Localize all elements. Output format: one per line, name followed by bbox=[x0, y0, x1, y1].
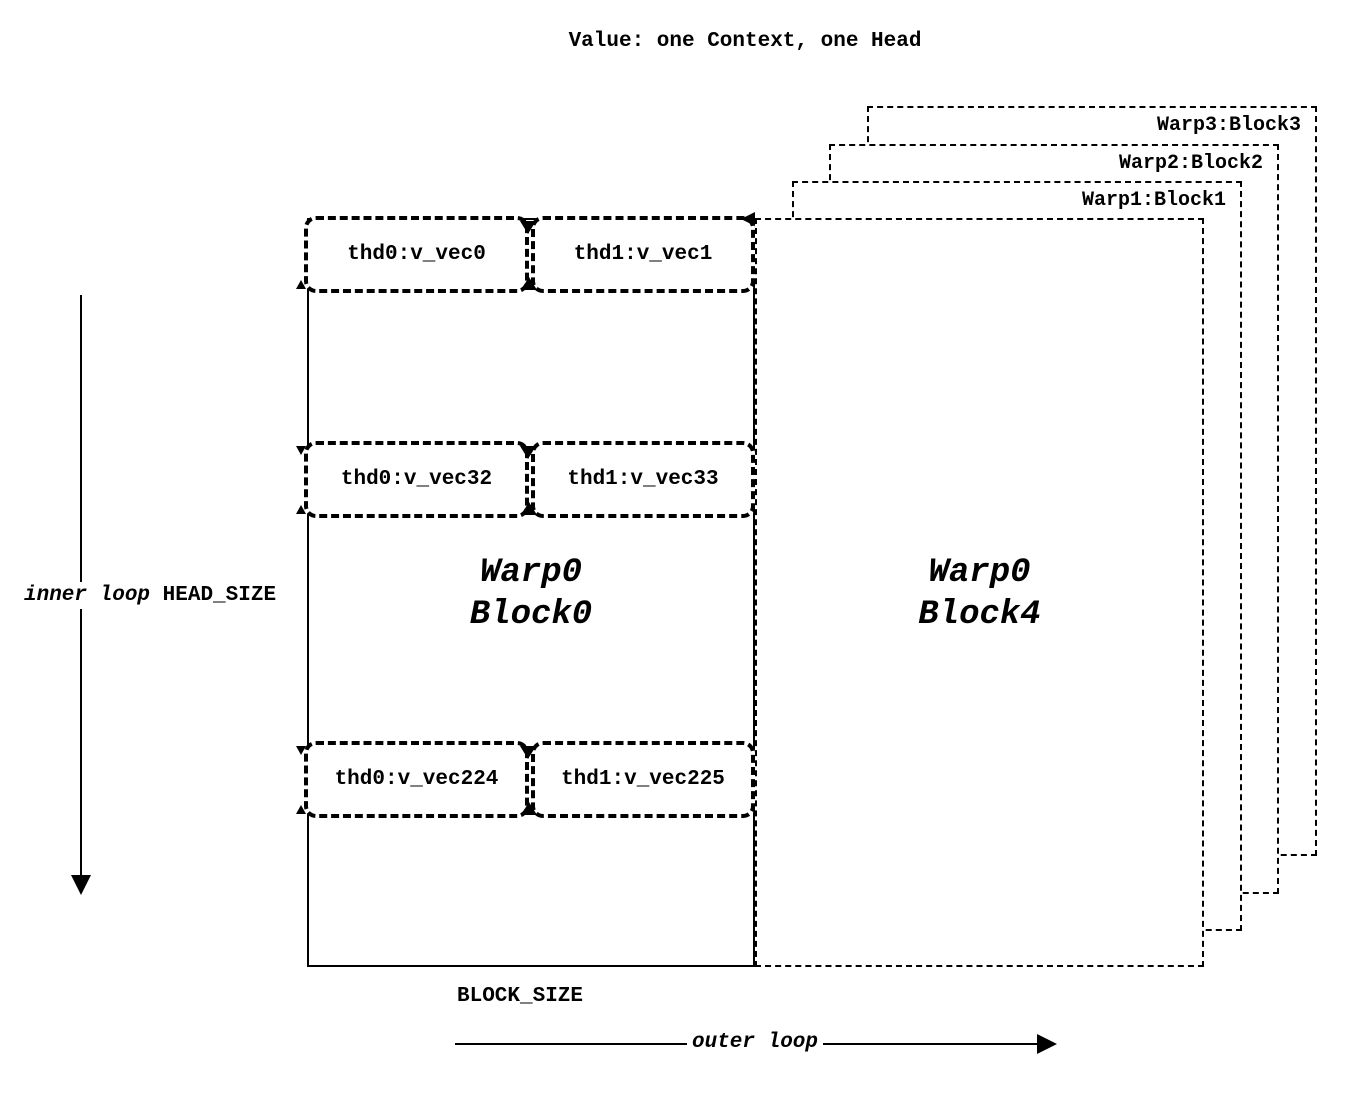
warp0-block0-label-line2: Block0 bbox=[469, 596, 593, 634]
thd-box-row2-left: thd0:v_vec224 bbox=[304, 741, 529, 818]
junction-arrow-icon bbox=[296, 805, 306, 814]
inner-loop-arrowhead-icon bbox=[71, 875, 91, 895]
warp0-block0-label-line1: Warp0 bbox=[479, 554, 583, 592]
warp1-block1-label: Warp1:Block1 bbox=[1081, 189, 1226, 212]
warp0-block4-label bbox=[755, 552, 1204, 636]
thd-box-row1-right: thd1:v_vec33 bbox=[531, 441, 755, 518]
outer-loop-label: outer loop bbox=[687, 1031, 823, 1054]
thd-box-row0-right: thd1:v_vec1 bbox=[531, 216, 755, 293]
inner-loop-text: inner loop bbox=[24, 584, 151, 607]
junction-arrow-icon bbox=[296, 280, 306, 289]
junction-arrow-icon bbox=[521, 277, 537, 290]
warp0-block4-label-line2: Block4 bbox=[918, 596, 1041, 634]
junction-arrow-icon bbox=[296, 505, 306, 514]
thd-box-row0-left: thd0:v_vec0 bbox=[304, 216, 529, 293]
junction-arrow-icon bbox=[521, 502, 537, 515]
thd-box-row2-right: thd1:v_vec225 bbox=[531, 741, 755, 818]
warp0-block0-label bbox=[307, 552, 755, 636]
thd-box-row1-left: thd0:v_vec32 bbox=[304, 441, 529, 518]
warp2-block2-label: Warp2:Block2 bbox=[1118, 152, 1263, 175]
junction-arrow-icon bbox=[296, 746, 306, 755]
junction-arrow-icon bbox=[520, 221, 536, 234]
head-size-text: HEAD_SIZE bbox=[162, 584, 277, 607]
diagram-title: Value: one Context, one Head bbox=[568, 30, 922, 53]
junction-arrow-icon bbox=[520, 446, 536, 459]
junction-arrow-icon bbox=[520, 746, 536, 759]
warp0-block4-label-line1: Warp0 bbox=[928, 554, 1031, 592]
inner-loop-head-size-label bbox=[20, 582, 280, 609]
outer-loop-arrowhead-icon bbox=[1037, 1034, 1057, 1054]
corner-arrow-icon bbox=[741, 212, 755, 226]
block-size-label: BLOCK_SIZE bbox=[456, 985, 584, 1008]
junction-arrow-icon bbox=[296, 446, 306, 455]
warp3-block3-label: Warp3:Block3 bbox=[1156, 114, 1301, 137]
junction-arrow-icon bbox=[521, 802, 537, 815]
